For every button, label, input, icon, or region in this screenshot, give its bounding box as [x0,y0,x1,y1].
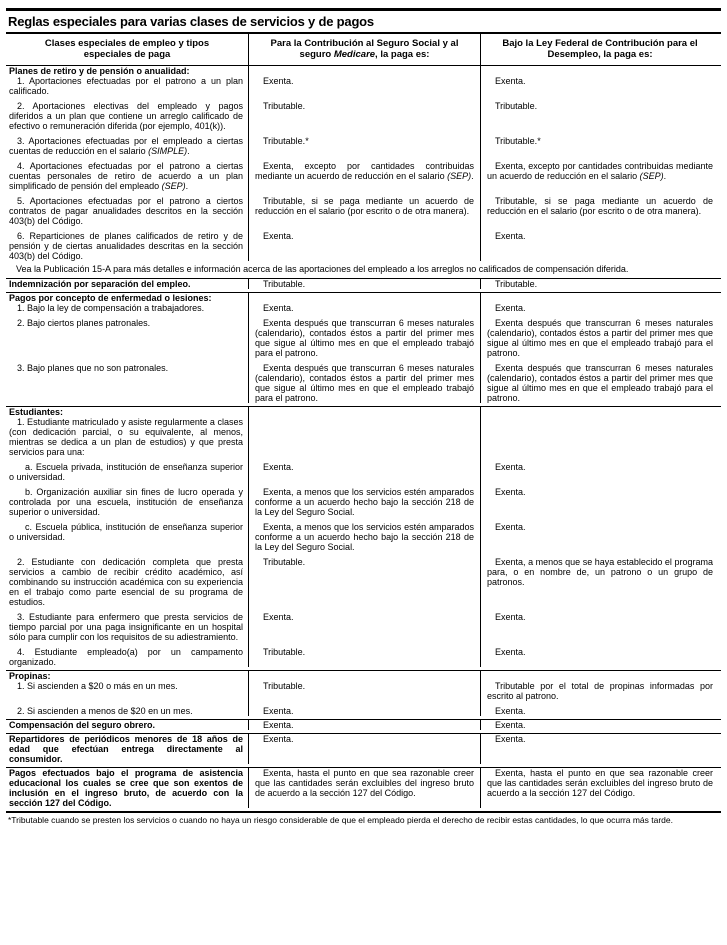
cell-ss-medicare: Tributable. [248,642,480,667]
cell-label: 3. Aportaciones efectuadas por el empleado a ciertas cuentas de reducción en el salario (SIMPLE). [9,136,243,156]
cell-ss-medicare: Exenta. [248,457,480,482]
cell-futa [480,407,719,417]
cell-label: 1. Si ascienden a $20 o más en un mes. [17,681,178,691]
cell-ss-medicare: Exenta. [248,226,480,261]
table-row [6,191,721,226]
cell-label: Compensación del seguro obrero. [9,720,156,730]
cell-futa: Exenta. [480,457,719,482]
cell-ss-medicare: Tributable. [248,552,480,607]
cell-label: Planes de retiro y de pensión o anualidad: [9,66,190,76]
header-text: , la paga es: [375,49,430,60]
cell-ss-medicare: Exenta, a menos que los servicios estén amparados conforme a un acuerdo hecho bajo la sección 218 de la Ley del Seguro Social. [248,482,480,517]
cell-futa: Exenta. [480,76,719,96]
table-row [6,226,721,261]
table-row [6,313,721,358]
cell-label: Indemnización por separación del empleo. [9,279,191,289]
cell-label: Repartidores de periódicos menores de 18 años de edad que efectúan entrega directamente al consumidor. [9,734,243,764]
cell-ss-medicare: Tributable, si se paga mediante un acuerdo de reducción en el salario (por escrito o de otra manera). [248,191,480,226]
cell-label: 1. Estudiante matriculado y asiste regularmente a clases (con dedicación parcial, o su equivalente, al menos, mientras se dedica a un plan de estudios) y que presta servicios para una: [9,417,243,457]
cell-label: 1. Bajo la ley de compensación a trabajadores. [17,303,205,313]
cell-futa: Tributable. [480,96,719,131]
cell-futa: Exenta. [480,303,719,313]
table-row [6,457,721,482]
table-body [6,66,721,811]
header-medicare-italic: Medicare [333,49,376,60]
column-header-ss-medicare [248,34,480,65]
cell-label: c. Escuela pública, institución de enseñanza superior o universidad. [9,522,243,542]
column-headers [6,34,721,66]
cell-ss-medicare: Exenta. [248,701,480,716]
cell-futa [480,66,719,76]
table-row [6,66,721,76]
cell-label: 2. Bajo ciertos planes patronales. [17,318,151,328]
cell-futa: Exenta, hasta el punto en que sea razonable creer que las cantidades serán excluibles del ingreso bruto de acuerdo a la sección 127 del Código. [480,768,719,808]
cell-futa [480,293,719,303]
spanning-note: Vea la Publicación 15-A para más detalles e información acerca de las aportaciones del empleado a los arreglos no calificados de compensación diferida. [16,264,629,274]
document-page [0,8,727,825]
table-row [6,279,721,289]
cell-ss-medicare [248,671,480,681]
table-row [6,681,721,701]
cell-futa: Exenta. [480,226,719,261]
cell-label: 6. Reparticiones de planes calificados de retiro y de pensión y de ciertas anualidades descritas en la sección 403(b) del Código. [9,231,243,261]
cell-ss-medicare: Exenta, hasta el punto en que sea razonable creer que las cantidades serán excluibles del ingreso bruto de acuerdo a la sección 127 del Código. [248,768,480,808]
table-section-indemnizacion [6,278,721,292]
table-section-compensacion-seguro-obrero [6,719,721,733]
table-section-planes-de-retiro [6,66,721,278]
cell-label: a. Escuela privada, institución de enseñanza superior o universidad. [9,462,243,482]
cell-label: 4. Aportaciones efectuadas por el patrono a ciertas cuentas personales de retiro de acuerdo a un plan simplificado de pensión del empleado (SEP). [9,161,243,191]
cell-ss-medicare: Tributable. [248,681,480,701]
table-row [6,734,721,764]
cell-ss-medicare: Exenta. [248,303,480,313]
cell-futa: Exenta. [480,482,719,517]
header-text: Para la Contribución al Seguro Social y al seguro [270,38,459,60]
cell-futa: Tributable, si se paga mediante un acuerdo de reducción en el salario (por escrito o de otra manera). [480,191,719,226]
cell-futa: Exenta. [480,607,719,642]
cell-label: 1. Aportaciones efectuadas por el patrono a un plan calificado. [9,76,243,96]
table-row [6,517,721,552]
cell-futa: Exenta. [480,701,719,716]
table-row [6,552,721,607]
cell-label: 3. Bajo planes que no son patronales. [17,363,169,373]
table-section-repartidores-periodicos [6,733,721,767]
column-header-futa: Bajo la Ley Federal de Contribución para el Desempleo, la paga es: [480,34,719,65]
table-row [6,96,721,131]
table-row [6,303,721,313]
table-row [6,768,721,808]
table-row [6,417,721,457]
cell-ss-medicare [248,417,480,457]
cell-label: 4. Estudiante empleado(a) por un campamento organizado. [9,647,243,667]
cell-ss-medicare: Exenta. [248,76,480,96]
cell-ss-medicare: Exenta. [248,607,480,642]
cell-label: 2. Estudiante con dedicación completa que presta servicios a cambio de recibir crédito académico, así combinando su instrucción académica con su experiencia en el trabajo como parte esencial de su programa de estudios. [9,557,243,607]
cell-futa: Exenta. [480,517,719,552]
cell-ss-medicare: Exenta, excepto por cantidades contribuidas mediante un acuerdo de reducción en el salario (SEP). [248,156,480,191]
cell-ss-medicare: Exenta después que transcurran 6 meses naturales (calendario), contados éstos a partir del primer mes que sigue al último mes en que el empleado trabajó para el patrono. [248,313,480,358]
cell-label: 3. Estudiante para enfermero que presta servicios de tiempo parcial por una paga insignificante en un hospital sólo para cumplir con los requisitos de su adiestramiento. [9,612,243,642]
table-row [6,156,721,191]
cell-label: 5. Aportaciones efectuadas por el patrono a ciertos contratos de pagar anualidades descritos en la sección 403(b) del Código. [9,196,243,226]
cell-ss-medicare: Exenta. [248,734,480,764]
table-row [6,407,721,417]
cell-ss-medicare: Tributable.* [248,131,480,156]
table-title: Reglas especiales para varias clases de servicios y de pagos [8,14,374,29]
table-row [6,293,721,303]
table-section-propinas [6,670,721,719]
cell-futa: Exenta. [480,642,719,667]
table-section-pagos-enfermedad [6,292,721,406]
cell-futa: Exenta después que transcurran 6 meses naturales (calendario), contados éstos a partir del primer mes que sigue al último mes en que el empleado trabajó para el patrono. [480,358,719,403]
table-row [6,720,721,730]
cell-label: Propinas: [9,671,51,681]
cell-futa [480,671,719,681]
cell-ss-medicare: Exenta, a menos que los servicios estén amparados conforme a un acuerdo hecho bajo la sección 218 de la Ley del Seguro Social. [248,517,480,552]
cell-ss-medicare [248,66,480,76]
cell-futa: Exenta después que transcurran 6 meses naturales (calendario), contados éstos a partir del primer mes que sigue al último mes en que el empleado trabajó para el patrono. [480,313,719,358]
cell-label: b. Organización auxiliar sin fines de lucro operada y controlada por una escuela, institución de enseñanza superior o universidad. [9,487,243,517]
cell-ss-medicare: Exenta. [248,720,480,730]
table-row [6,671,721,681]
cell-label: Pagos efectuados bajo el programa de asistencia educacional los cuales se cree que son exentos de inclusión en el ingreso bruto, de acuerdo con la sección 127 del Código. [9,768,243,808]
cell-ss-medicare [248,407,480,417]
column-header-classes: Clases especiales de empleo y tipos especiales de paga [44,38,210,60]
table-row [6,607,721,642]
cell-futa: Tributable.* [480,131,719,156]
table-row [6,358,721,403]
table-row [6,701,721,716]
cell-ss-medicare: Exenta después que transcurran 6 meses naturales (calendario), contados éstos a partir del primer mes que sigue al último mes en que el empleado trabajó para el patrono. [248,358,480,403]
cell-futa: Exenta. [480,734,719,764]
table-row [6,642,721,667]
spanning-note-row [6,261,721,275]
cell-ss-medicare: Tributable. [248,96,480,131]
cell-futa: Exenta, a menos que se haya establecido el programa para, o en nombre de, un patrono o un grupo de patronos. [480,552,719,607]
cell-futa: Exenta, excepto por cantidades contribuidas mediante un acuerdo de reducción en el salario (SEP). [480,156,719,191]
cell-futa [480,417,719,457]
cell-label: 2. Aportaciones electivas del empleado y pagos diferidos a un plan que contiene un arreglo calificado de efectivo o remuneración diferida (por ejemplo, 401(k)). [9,101,243,131]
cell-ss-medicare: Tributable. [248,279,480,289]
table-row [6,76,721,96]
cell-ss-medicare [248,293,480,303]
table-section-asistencia-educacional [6,767,721,811]
cell-label: 2. Si ascienden a menos de $20 en un mes. [17,706,193,716]
cell-futa: Tributable por el total de propinas informadas por escrito al patrono. [480,681,719,701]
table-row [6,131,721,156]
table-row [6,482,721,517]
cell-label: Estudiantes: [9,407,64,417]
cell-futa: Exenta. [480,720,719,730]
cell-label: Pagos por concepto de enfermedad o lesiones: [9,293,212,303]
footnote: *Tributable cuando se presten los servicios o cuando no haya un riesgo considerable de que el empleado pierda el derecho de recibir estas cantidades, lo que ocurra más tarde. [8,815,673,825]
table-section-estudiantes [6,406,721,670]
cell-futa: Tributable. [480,279,719,289]
